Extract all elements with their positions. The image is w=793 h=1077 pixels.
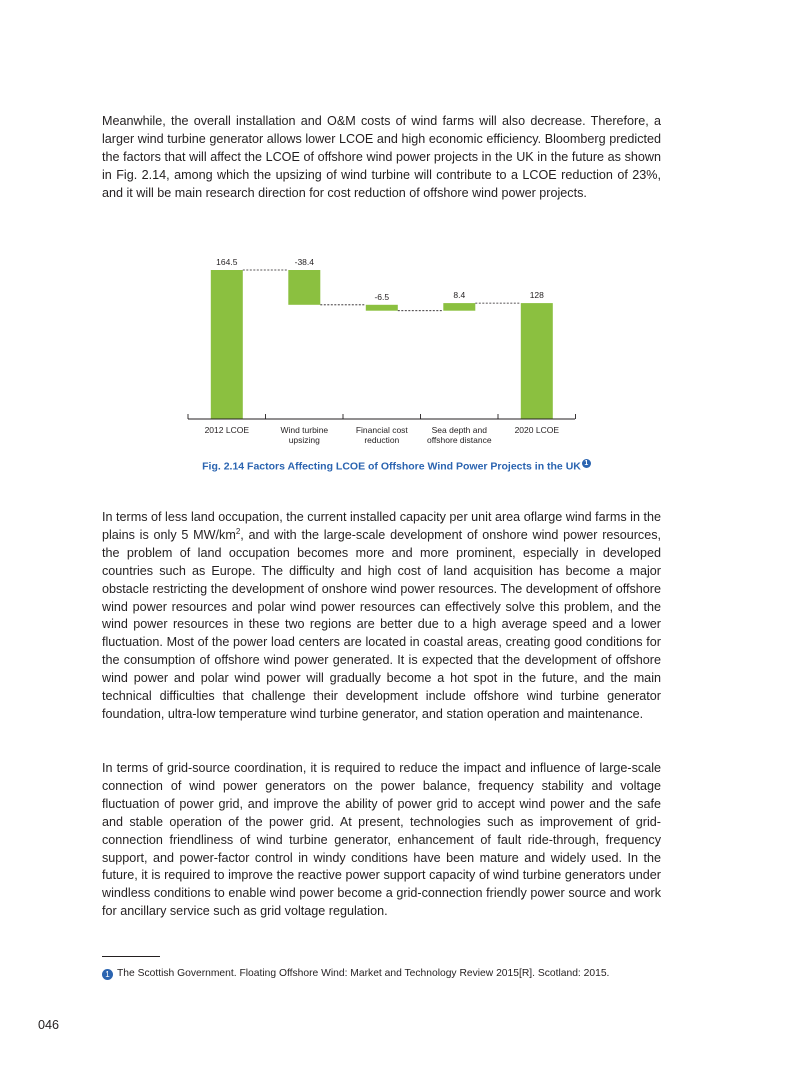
x-category-label: Financial cost [355, 425, 408, 435]
chart-value-label: -38.4 [294, 257, 314, 267]
x-category-label: Sea depth and [431, 425, 487, 435]
land-occupation-paragraph [102, 509, 661, 724]
chart-bar [366, 305, 398, 311]
footnote-number-badge: 1 [102, 969, 113, 980]
figure-caption [0, 459, 793, 473]
chart-value-label: 128 [529, 290, 544, 301]
chart-bar [521, 303, 553, 419]
footnote-text: The Scottish Government. Floating Offshore Wind: Market and Technology Review 2015[R]. Scotland: 2015. [117, 968, 610, 979]
footnote [102, 968, 609, 980]
grid-coordination-text: , it is required to reduce the impact and influence of large-scale connection of wind power generators on the power balance, frequency stability and voltage fluctuation of power grid, and improve the ability of power grid to accept wind power and the safe and stable operation of the power grid. At present, technologies such as improvement of grid-connection friendliness of wind turbine generator, enhancement of fault ride-through, frequency support, and power-factor control in windy conditions have been mature and widely used. In the future, it is required to improve the reactive power support capacity of wind turbine generators under windless conditions to enable wind power become a grid-connection friendly power source and work for ancillary service such as grid voltage regulation. [102, 761, 662, 919]
land-occupation-heading: In terms of less land occupation [102, 510, 280, 524]
chart-bar [211, 270, 243, 419]
figure-caption-text: Fig. 2.14 Factors Affecting LCOE of Offshore Wind Power Projects in the UK [202, 460, 581, 473]
footnote-divider [102, 956, 160, 957]
chart-value-label: 164.5 [216, 257, 238, 267]
page-number: 046 [38, 1018, 60, 1032]
footnote-ref-badge[interactable]: 1 [582, 459, 591, 468]
x-category-label: 2020 LCOE [514, 425, 560, 435]
x-category-label: offshore distance [427, 435, 492, 445]
lcoe-waterfall-chart [180, 248, 600, 453]
x-category-label: upsizing [288, 435, 320, 445]
intro-paragraph: Meanwhile, the overall installation and O&M costs of wind farms will also decrease. Therefore, a larger wind turbine generator allows lower LCOE and high economic efficiency. Bloomberg predicted the factors that will affect the LCOE of offshore wind power projects in the UK in the future as shown in Fig. 2.14, among which the upsizing of wind turbine will contribute to a LCOE reduction of 23%, and it will be main research direction for cost reduction of offshore wind power projects. [102, 114, 661, 200]
x-category-label: reduction [364, 435, 400, 445]
grid-coordination-heading: In terms of grid-source coordination [102, 761, 303, 775]
land-occupation-superscript: 2 [235, 526, 241, 536]
land-occupation-text-b: , and with the large-scale development of onshore wind power resources, the problem of land occupation becomes more and more prominent, especially in developed countries such as Europe. The difficulty and high cost of land acquisition has become a major obstacle restricting the development of onshore wind power resources. The development of offshore wind power resources and polar wind power resources can effectively solve this problem, and the wind power resources in these two regions are better due to a high average speed and a lower fluctuation. Most of the power load centers are located in coastal areas, creating good conditions for the consumption of offshore wind power generated. It is expected that the development of offshore wind power and polar wind power will gradually become a hot spot in the future, and the main technical difficulties that challenge their development include offshore wind turbine generator foundation, ultra-low temperature wind turbine generator, and station operation and maintenance. [102, 527, 661, 721]
x-category-label: Wind turbine [280, 425, 329, 435]
chart-value-label: -6.5 [374, 291, 390, 302]
chart-bar [288, 270, 320, 305]
chart-value-label: 8.4 [453, 290, 466, 301]
chart-bar [443, 303, 475, 311]
x-category-label: 2012 LCOE [204, 425, 250, 435]
grid-coordination-paragraph [102, 760, 661, 921]
land-occupation-text-a: , the current installed capacity per unit area oflarge wind farms in the plains is only 5 MW/km [102, 510, 661, 542]
